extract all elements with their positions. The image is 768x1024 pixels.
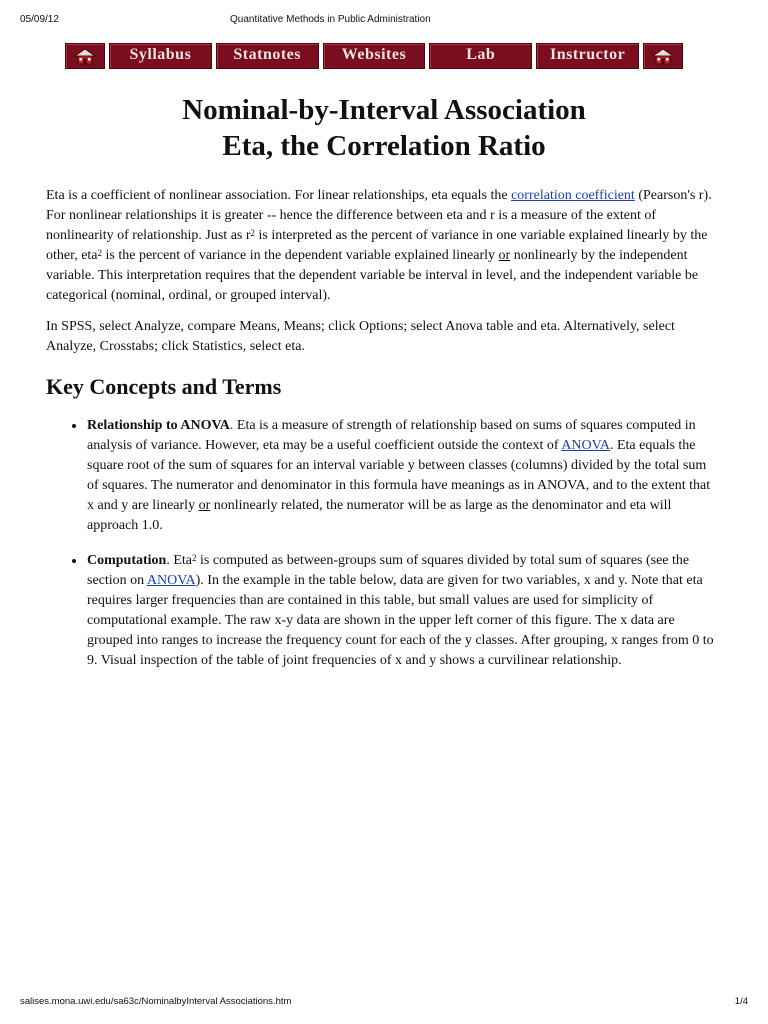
text-run: is the percent of variance in the dependent variable explained linearly [102,248,499,263]
nav-websites[interactable] [323,43,426,69]
section-heading: Key Concepts and Terms [46,374,282,399]
title-line-1: Nominal-by-Interval Association [182,94,586,126]
list-item [86,416,718,536]
intro-paragraph [46,186,718,306]
text-run: Eta is a coefficient of nonlinear association. For linear relationships, eta equals the [46,188,512,203]
text-run: . Eta equals the square root of the sum of squares for an interval variable y between classes (columns) divided by the total sum of squares. The numerator and denominator in this formula have meanings as in ANOVA, and to the extent that x and y are linearly [87,438,711,513]
print-url: salises.mona.uwi.edu/sa63c/NominalbyInterval Associations.htm [20,996,292,1007]
spss-paragraph: In SPSS, select Analyze, compare Means, Means; click Options; select Anova table and eta. Alternatively, select Analyze, Crosstabs; click Statistics, select eta. [46,319,675,354]
text-run: . Eta is a measure of strength of relationship based on sums of squares computed in analysis of variance. However, eta may be a useful coefficient outside the context of [87,418,696,453]
correlation-coefficient-link[interactable]: correlation coefficient [511,188,635,203]
page-title [0,92,768,164]
anova-link[interactable]: ANOVA [146,573,196,588]
text-run: . Eta [166,553,193,568]
nav-websites-label: Websites [341,46,407,63]
home-icon [651,47,675,65]
superscript: 2 [250,228,256,238]
text-run: is computed as between-groups sum of squares divided by total sum of squares (see the section on [87,553,690,588]
text-run: is interpreted as the percent of variance in one variable explained linearly by the other, eta [46,228,708,263]
main-content [46,186,718,686]
page-number: 1/4 [734,996,748,1007]
text-run: nonlinearly by the independent variable. This interpretation requires that the dependent variable be interval in level, and the independent variable be categorical (nominal, ordinal, or grouped interval). [46,248,699,303]
nav-syllabus[interactable] [109,43,212,69]
text-run: ). In the example in the table below, data are given for two variables, x and y. Note that eta requires larger frequencies than are contained in this table, but small values are used for simplicity of computational example. The raw x-y data are shown in the upper left corner of this figure. The x data are grouped into ranges to increase the frequency count for each of the y classes. After grouping, x ranges from 0 to 9. Visual inspection of the table of joint frequencies of x and y shows a curvilinear relationship. [87,573,714,668]
underlined-or: or [498,248,511,263]
nav-statnotes[interactable] [216,43,319,69]
home-button-left[interactable] [65,43,105,69]
concept-term: Relationship to ANOVA [87,418,230,433]
superscript: 2 [192,553,197,563]
concept-term: Computation [87,553,167,568]
superscript: 2 [97,248,103,258]
print-footer [20,996,748,1010]
print-header [20,14,748,28]
nav-lab-label: Lab [466,46,496,63]
nav-syllabus-label: Syllabus [129,46,192,63]
top-navigation [65,43,683,69]
home-button-right[interactable] [643,43,683,69]
concepts-list [46,416,718,671]
print-date: 05/09/12 [20,14,59,25]
nav-statnotes-label: Statnotes [233,46,301,63]
anova-link[interactable]: ANOVA [561,438,610,453]
text-run: nonlinearly related, the numerator will be as large as the denominator and eta will approach 1.0. [87,498,672,533]
nav-instructor[interactable] [536,43,639,69]
list-item [86,551,718,671]
nav-lab[interactable] [429,43,532,69]
nav-instructor-label: Instructor [549,46,626,63]
title-line-2: Eta, the Correlation Ratio [222,130,546,162]
underlined-or: or [198,498,211,513]
text-run: (Pearson's r). For nonlinear relationships it is greater -- hence the difference between eta and r is a measure of the extent of nonlinearity of relationship. Just as r [46,188,712,243]
home-icon [73,47,97,65]
print-page-title: Quantitative Methods in Public Administration [230,14,431,25]
